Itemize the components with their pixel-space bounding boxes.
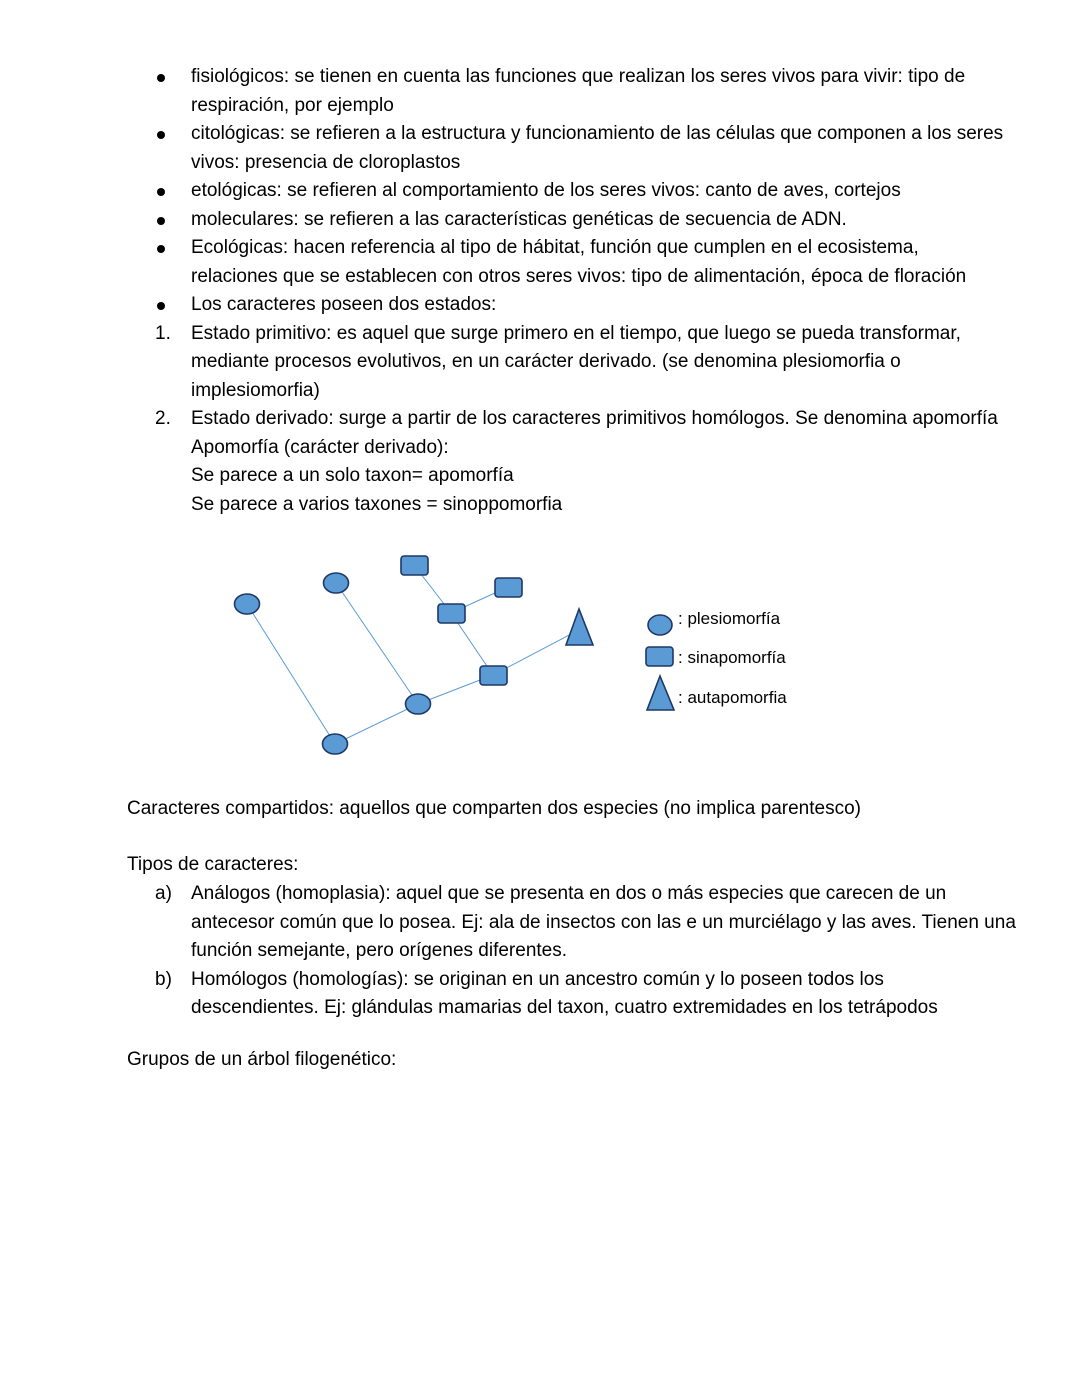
text-line: implesiomorfia) bbox=[191, 379, 320, 401]
cladogram-diagram bbox=[0, 540, 1080, 770]
text-line: Análogos (homoplasia): aquel que se presenta en dos o más especies que carecen de un bbox=[191, 883, 947, 904]
list-number: 2. bbox=[155, 408, 171, 429]
text-line: fisiológicos: se tienen en cuenta las funciones que realizan los seres vivos para vivir: tipo de bbox=[191, 66, 966, 87]
numbered-item bbox=[0, 320, 1080, 406]
text-line: función semejante, pero orígenes diferentes. bbox=[191, 940, 568, 961]
synapomorphy-node bbox=[495, 578, 522, 597]
text-line: citológicas: se refieren a la estructura y funcionamiento de las células que componen a los seres bbox=[191, 123, 1004, 144]
synapomorphy-node bbox=[480, 666, 507, 685]
list-item bbox=[0, 291, 1080, 320]
text-line: Estado primitivo: es aquel que surge primero en el tiempo, que luego se pueda transformar, bbox=[191, 322, 961, 344]
list-item bbox=[0, 177, 1080, 206]
text-line: descendientes. Ej: glándulas mamarias del taxon, cuatro extremidades en los tetrápodos bbox=[191, 997, 938, 1018]
list-item bbox=[0, 120, 1080, 177]
bullet-icon bbox=[157, 131, 165, 139]
bullet-icon bbox=[157, 74, 165, 82]
plesiomorphy-node bbox=[235, 594, 260, 614]
plesiomorphy-node bbox=[406, 694, 431, 714]
plesiomorphy-node bbox=[323, 734, 348, 754]
legend-ellipse-icon bbox=[648, 615, 672, 635]
list-item bbox=[0, 234, 1080, 291]
list-item bbox=[0, 206, 1080, 235]
branch-line bbox=[336, 583, 418, 704]
bullet-icon bbox=[157, 302, 165, 310]
synapomorphy-node bbox=[401, 556, 428, 575]
numbered-item bbox=[0, 405, 1080, 519]
list-item bbox=[0, 63, 1080, 120]
text-line: respiración, por ejemplo bbox=[191, 94, 394, 116]
text-line: relaciones que se establecen con otros seres vivos: tipo de alimentación, época de floración bbox=[191, 265, 967, 287]
legend-rect-icon bbox=[646, 647, 673, 666]
legend-label: : autapomorfia bbox=[678, 688, 787, 707]
diagram-legend bbox=[646, 609, 787, 710]
text-line: mediante procesos evolutivos, en un carácter derivado. (se denomina plesiomorfia o bbox=[191, 351, 901, 372]
lettered-item bbox=[0, 880, 1080, 966]
text-line: Homólogos (homologías): se originan en un ancestro común y lo poseen todos los bbox=[191, 968, 884, 990]
types-heading: Tipos de caracteres: bbox=[127, 854, 299, 875]
text-line: Estado derivado: surge a partir de los caracteres primitivos homólogos. Se denomina apomorfía bbox=[191, 408, 998, 429]
synapomorphy-node bbox=[438, 604, 465, 623]
list-number: 1. bbox=[155, 322, 171, 344]
text-line: antecesor común que lo posea. Ej: ala de insectos con las e un murciélago y las aves. Tienen una bbox=[191, 911, 1016, 933]
text-line: moleculares: se refieren a las características genéticas de secuencia de ADN. bbox=[191, 208, 847, 230]
bullet-icon bbox=[157, 188, 165, 196]
plesiomorphy-node bbox=[324, 573, 349, 593]
text-line: etológicas: se refieren al comportamiento de los seres vivos: canto de aves, cortejos bbox=[191, 180, 901, 201]
shared-characters-paragraph: Caracteres compartidos: aquellos que comparten dos especies (no implica parentesco) bbox=[127, 798, 861, 819]
branch-line bbox=[247, 604, 335, 744]
groups-heading: Grupos de un árbol filogenético: bbox=[127, 1049, 397, 1070]
autapomorphy-node bbox=[566, 609, 593, 645]
text-line: Los caracteres poseen dos estados: bbox=[191, 294, 497, 315]
legend-label: : sinapomorfía bbox=[678, 648, 786, 667]
types-list bbox=[0, 880, 1080, 1023]
text-line: vivos: presencia de cloroplastos bbox=[191, 151, 461, 173]
text-line: Se parece a un solo taxon= apomorfía bbox=[191, 465, 514, 486]
bullet-icon bbox=[157, 217, 165, 225]
list-letter: a) bbox=[155, 883, 172, 904]
tree-nodes bbox=[235, 556, 594, 754]
text-line: Se parece a varios taxones = sinoppomorfia bbox=[191, 493, 563, 515]
list-letter: b) bbox=[155, 968, 172, 990]
lettered-item bbox=[0, 966, 1080, 1023]
tree-branches bbox=[247, 565, 575, 744]
bullet-icon bbox=[157, 245, 165, 253]
legend-triangle-icon bbox=[647, 676, 674, 710]
branch-line bbox=[335, 704, 418, 744]
character-list bbox=[0, 63, 1080, 519]
text-line: Ecológicas: hacen referencia al tipo de hábitat, función que cumplen en el ecosistema, bbox=[191, 237, 919, 258]
text-line: Apomorfía (carácter derivado): bbox=[191, 436, 449, 458]
legend-label: : plesiomorfía bbox=[678, 609, 781, 628]
